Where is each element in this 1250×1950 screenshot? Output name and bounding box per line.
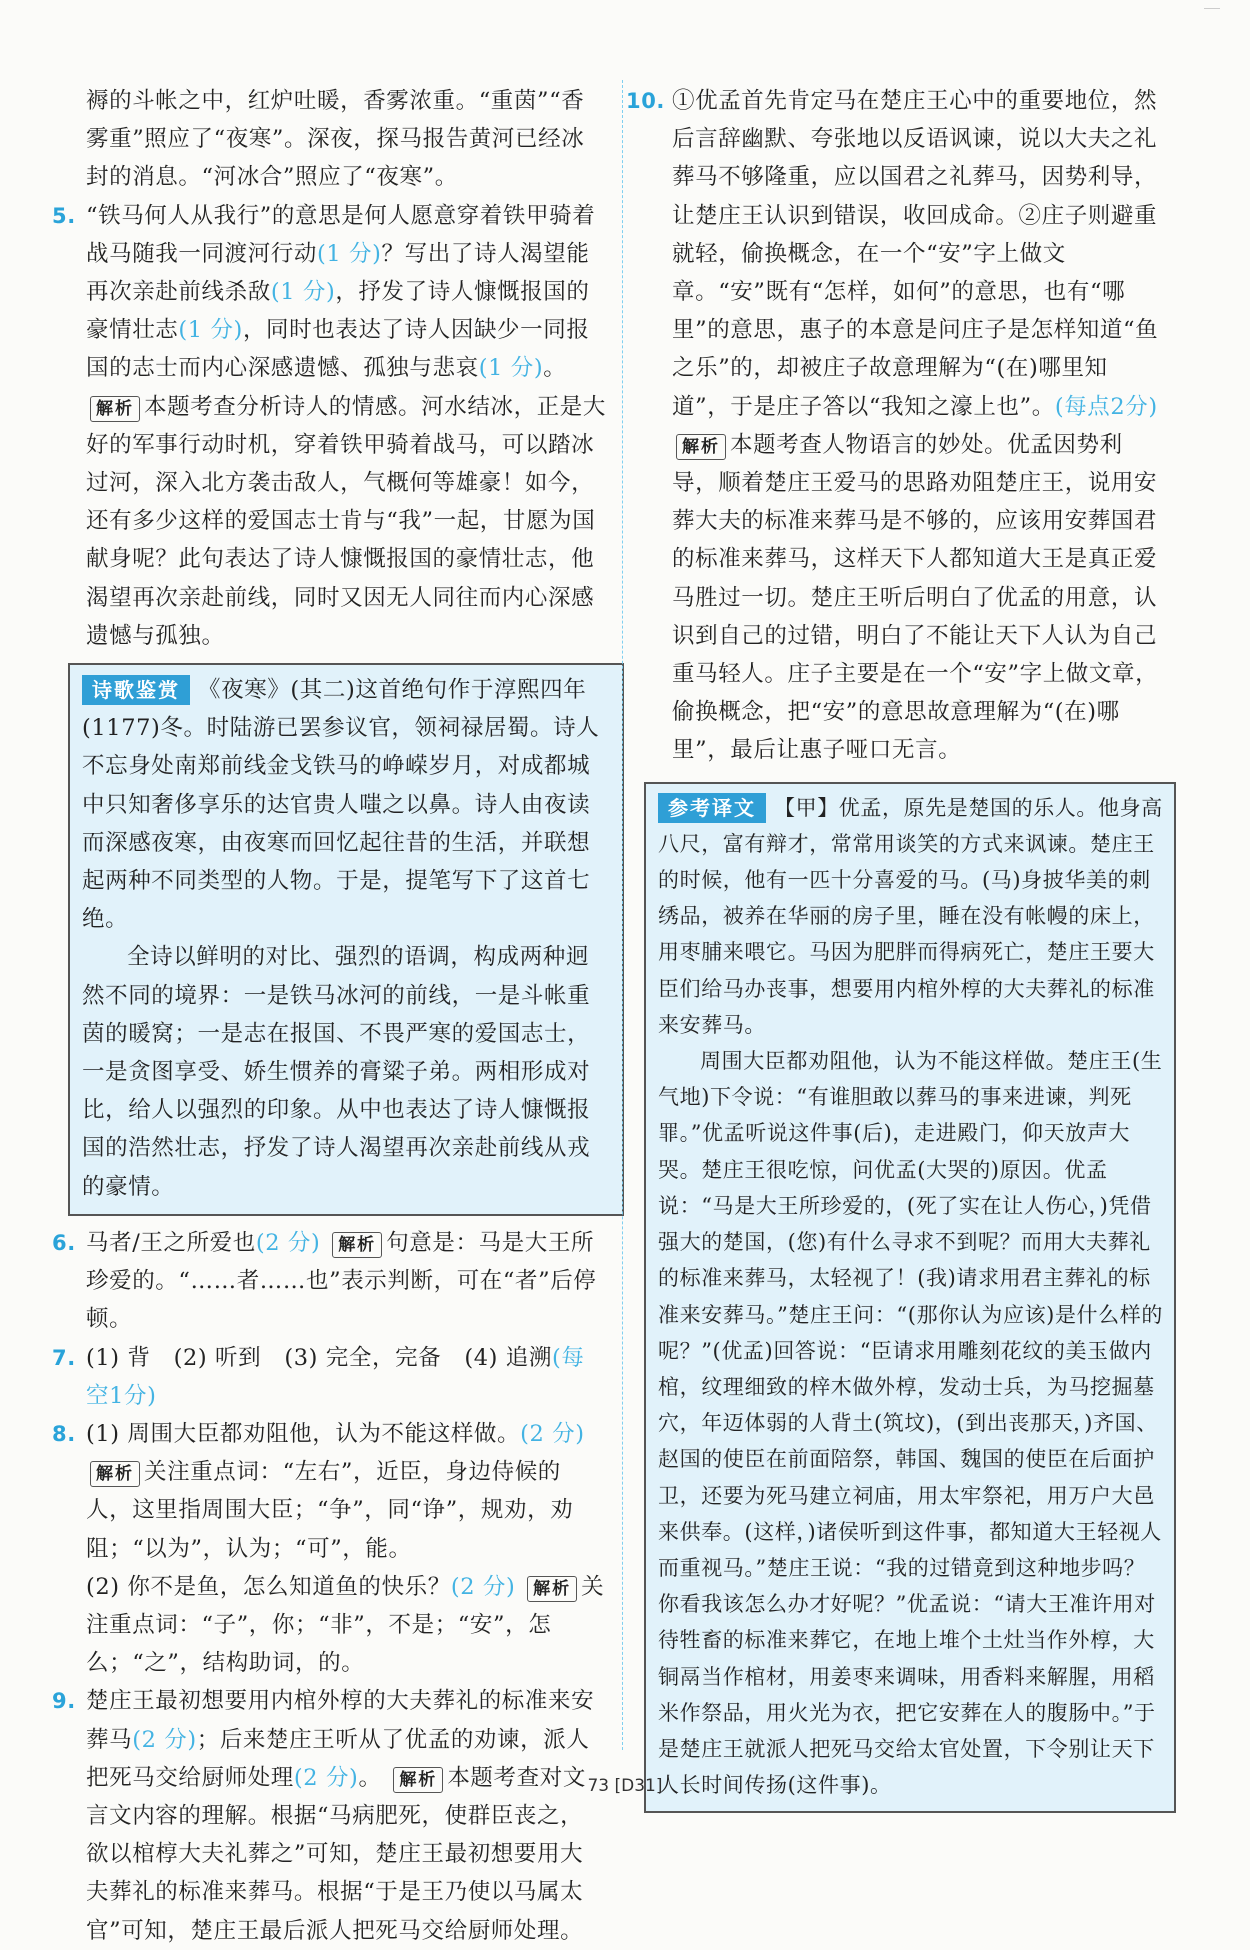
analysis-text: 本题考查分析诗人的情感。河水结冰，正是大好的军事行动时机，穿着铁甲骑着战马，可以踏冰过河，深入北方袭击敌人，气概何等雄豪！如今，还有多少这样的爱国志士肯与“我”一起，甘愿为国献身呢？此句表达了诗人慷慨报国的豪情壮志，他渴望再次亲赴前线，同时又因无人同往而内心深感遗憾与孤独。	[86, 393, 607, 649]
question-number: 6.	[52, 1230, 76, 1255]
question-9: 9. 楚庄王最初想要用内棺外椁的大夫葬礼的标准来安葬马(2 分)；后来楚庄王听从了优孟的劝谏，派人把死马交给厨师处理(2 分)。 解析 本题考查对文言文内容的理解。根据“马病肥死，使群臣丧之，欲以棺椁大夫礼葬之”可知，楚庄王最初想要用大夫葬礼的标准来葬马。根据“于是王乃使以马属太官”可知，楚庄王最后派人把死马交给厨师处理。	[86, 1682, 606, 1949]
left-column	[52, 82, 607, 1950]
analysis-text: 本题考查人物语言的妙处。优孟因势利导，顺着楚庄王爱马的思路劝阻楚庄王，说用安葬大夫的标准来葬马是不够的，应该用安葬国君的标准来葬马，这样天下人都知道大王是真正爱马胜过一切。楚庄王听后明白了优孟的用意，认识到自己的过错，明白了不能让天下人认为自己重马轻人。庄子主要是在一个“安”字上做文章，偷换概念，把“安”的意思故意理解为“(在)哪里”，最后让惠子哑口无言。	[672, 431, 1159, 764]
analysis-tag: 解析	[676, 434, 726, 460]
question-number: 5.	[52, 203, 76, 228]
analysis-text: 句意是：马是大王所珍爱的。“……者……也”表示判断，可在“者”后停顿。	[86, 1229, 597, 1333]
answer-text: “铁马何人从我行”的意思是何人愿意穿着铁甲骑着战马随我一同渡河行动(1 分)？写出了诗人渴望能再次亲赴前线杀敌(1 分)，抒发了诗人慷慨报国的豪情壮志(1 分)，同时也表达了诗人因缺少一同报国的志士而内心深感遗憾、孤独与悲哀(1 分)。 解析 本题考查分析诗人的情感。河水结冰，正是大好的军事行动时机，穿着铁甲骑着战马，可以踏冰过河，深入北方袭击敌人，气概何等雄豪！如今，还有多少这样的爱国志士肯与“我”一起，甘愿为国献身呢？此句表达了诗人慷慨报国的豪情壮志，他渴望再次亲赴前线，同时又因无人同往而内心深感遗憾与孤独。	[86, 202, 607, 649]
analysis-tag: 解析	[332, 1232, 382, 1258]
question-number: 9.	[52, 1689, 76, 1714]
analysis-tag: 解析	[393, 1767, 443, 1793]
analysis-text: 关注重点词：“子”，你；“非”，不是；“安”，怎么；“之”，结构助词，的。	[86, 1573, 605, 1677]
question-6	[52, 1224, 606, 1339]
score: (2 分)	[255, 1229, 321, 1256]
score: (1 分)	[317, 240, 382, 267]
box-title: 参考译文	[658, 793, 766, 823]
question-number: 10.	[626, 89, 666, 113]
page-number: 73 [D31]	[587, 1776, 663, 1796]
score: (2 分)	[450, 1573, 516, 1600]
corner-mark	[1204, 8, 1220, 19]
score: (1 分)	[178, 317, 243, 344]
answer-text: 楚庄王最初想要用内棺外椁的大夫葬礼的标准来安葬马	[86, 1688, 595, 1753]
analysis-text: 本题考查对文言文内容的理解。根据“马病肥死，使群臣丧之，欲以棺椁大夫礼葬之”可知，楚庄王最初想要用大夫葬礼的标准来葬马。根据“于是王乃使以马属太官”可知，楚庄王最后派人把死马交给厨师处理。	[86, 1764, 586, 1944]
score: (1 分)	[478, 355, 544, 382]
score: (1 分)	[270, 279, 336, 306]
box-paragraph: 全诗以鲜明的对比、强烈的语调，构成两种迥然不同的境界：一是铁马冰河的前线，一是斗帐重茵的暖窝；一是志在报国、不畏严寒的爱国志士，一是贪图享受、娇生惯养的膏粱子弟。两相形成对比，给人以强烈的印象。从中也表达了诗人慷慨报国的浩然壮志，抒发了诗人渴望再次亲赴前线从戎的豪情。	[82, 944, 591, 1200]
column-divider	[622, 80, 624, 1750]
score: (2 分)	[293, 1764, 359, 1791]
answer-text: (1) 周围大臣都劝阻他，认为不能这样做。	[86, 1420, 521, 1447]
question-8	[52, 1415, 606, 1682]
answer-text: (1) 背 (2) 听到 (3) 完全，完备 (4) 追溯	[86, 1344, 552, 1371]
score: (每空1分)	[86, 1344, 585, 1409]
right-column	[626, 82, 1163, 1813]
answer-text: (2) 你不是鱼，怎么知道鱼的快乐？	[86, 1573, 451, 1600]
score: (2 分)	[132, 1726, 197, 1753]
poem-appreciation-box	[68, 663, 624, 1216]
intro-text: 褥的斗帐之中，红炉吐暖，香雾浓重。“重茵”“香雾重”照应了“夜寒”。深夜，探马报告黄河已经冰封的消息。“河冰合”照应了“夜寒”。	[86, 88, 585, 191]
score: (2 分)	[520, 1420, 585, 1447]
box-paragraph: 《夜寒》(其二)这首绝句作于淳熙四年(1177)冬。时陆游已罢参议官，领祠禄居蜀。诗人不忘身处南郑前线金戈铁马的峥嵘岁月，对成都城中只知奢侈享乐的达官贵人嗤之以鼻。诗人由夜读而深感夜寒，由夜寒而回忆起往昔的生活，并联想起两种不同类型的人物。于是，提笔写下了这首七绝。	[82, 677, 600, 933]
score: (每点2分)	[1054, 393, 1158, 420]
question-number: 7.	[52, 1345, 76, 1370]
box-title: 诗歌鉴赏	[82, 675, 190, 705]
analysis-text: 关注重点词：“左右”，近臣，身边侍候的人，这里指周围大臣；“争”，同“诤”，规劝，劝阻；“以为”，认为；“可”，能。	[86, 1459, 574, 1562]
analysis-tag: 解析	[90, 396, 140, 422]
box-paragraph: 周围大臣都劝阻他，认为不能这样做。楚庄王(生气地)下令说：“有谁胆敢以葬马的事来进谏，判死罪。”优孟听说这件事(后)，走进殿门，仰天放声大哭。楚庄王很吃惊，问优孟(大哭的)原因。优孟说：“马是大王所珍爱的，(死了实在让人伤心，)凭借强大的楚国，(您)有什么寻求不到呢？而用大夫葬礼的标准来葬马，太轻视了！(我)请求用君主葬礼的标准来安葬马。”楚庄王问：“(那你认为应该)是什么样的呢？”(优孟)回答说：“臣请求用雕刻花纹的美玉做内棺，纹理细致的梓木做外椁，发动士兵，为马挖掘墓穴，年迈体弱的人背土(筑坟)，(到出丧那天，)齐国、赵国的使臣在前面陪祭，韩国、魏国的使臣在后面护卫，还要为死马建立祠庙，用太牢祭祀，用万户大邑来供奉。(这样，)诸侯听到这件事，都知道大王轻视人而重视马。”楚庄王说：“我的过错竟到这种地步吗？你看我该怎么办才好呢？”优孟说：“请大王准许用对待牲畜的标准来葬它，在地上堆个土灶当作外椁，大铜鬲当作棺材，用姜枣来调味，用香料来解腥，用稻米作祭品，用火光为衣，把它安葬在人的腹肠中。”于是楚庄王就派人把死马交给太官处置，下令别让天下人长时间传扬(这件事)。	[658, 1049, 1163, 1798]
answer-text: ①优孟首先肯定马在楚庄王心中的重要地位，然后言辞幽默、夸张地以反语讽谏，说以大夫之礼葬马不够隆重，应以国君之礼葬马，因势利导，让楚庄王认识到错误，收回成命。②庄子则避重就轻，偷换概念，在一个“安”字上做文章。“安”既有“怎样，如何”的意思，也有“哪里”的意思，惠子的本意是问庄子是怎样知道“鱼之乐”的，却被庄子故意理解为“(在)哪里知道”，于是庄子答以“我知之濠上也”。	[672, 88, 1159, 420]
question-number: 8.	[52, 1421, 76, 1446]
question-7	[52, 1339, 606, 1415]
box-paragraph: 【甲】优孟，原先是楚国的乐人。他身高八尺，富有辩才，常常用谈笑的方式来讽谏。楚庄王的时候，他有一匹十分喜爱的马。(马)身披华美的刺绣品，被养在华丽的房子里，睡在没有帐幔的床上，用枣脯来喂它。马因为肥胖而得病死亡，楚庄王要大臣们给马办丧事，想要用内棺外椁的大夫葬礼的标准来安葬马。	[658, 795, 1163, 1037]
question-10	[626, 82, 1162, 770]
analysis-tag: 解析	[527, 1576, 577, 1602]
question-5	[52, 197, 607, 655]
answer-text: 马者/王之所爱也	[86, 1229, 256, 1256]
reference-translation-box	[644, 782, 1176, 1814]
analysis-tag: 解析	[90, 1461, 140, 1487]
